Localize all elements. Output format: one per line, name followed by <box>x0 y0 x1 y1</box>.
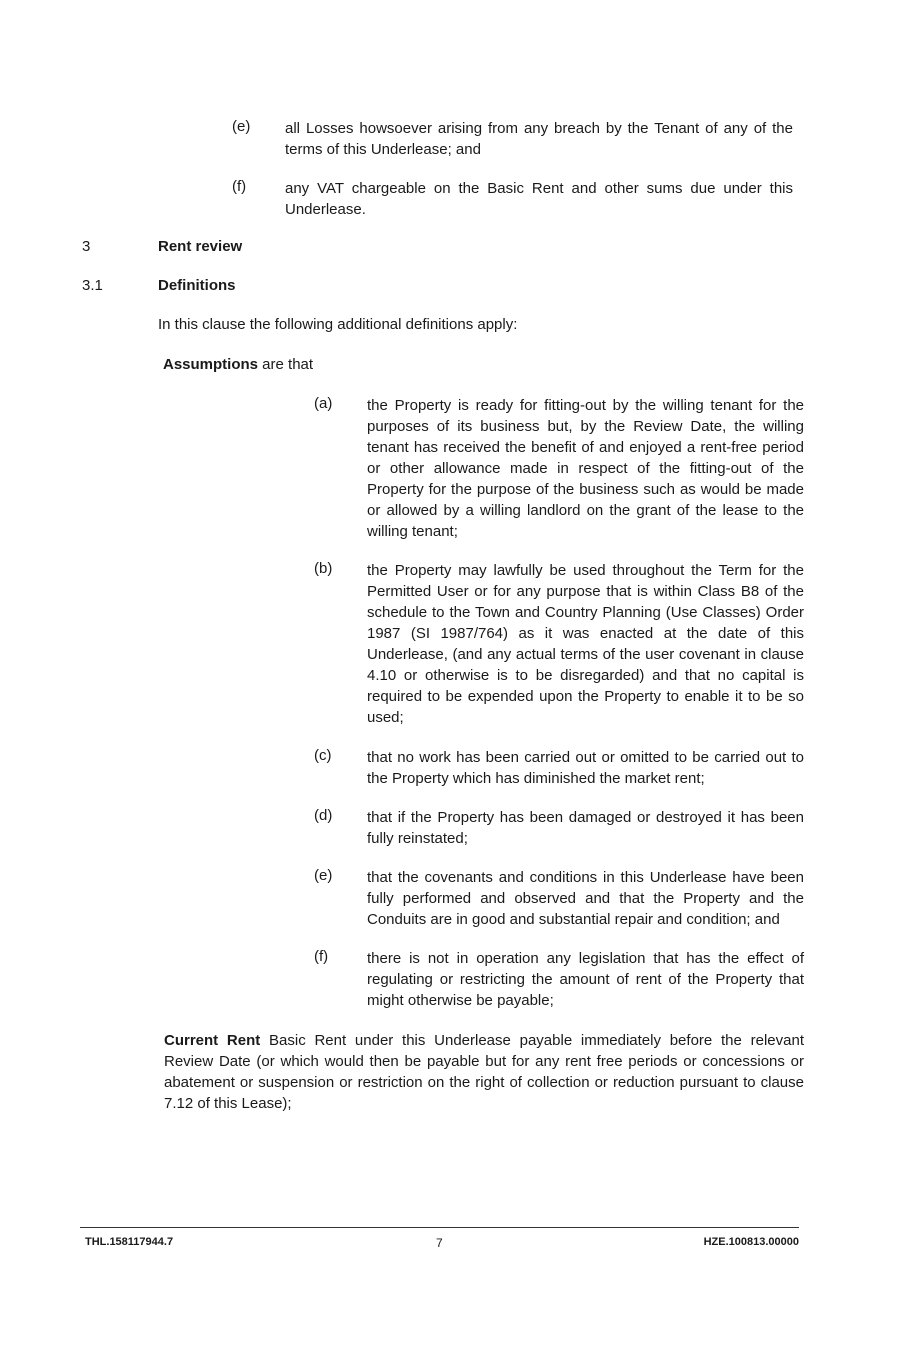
current-rent-definition <box>164 1030 804 1114</box>
list-item-text: all Losses howsoever arising from any breach by the Tenant of any of the terms of this Underlease; and <box>285 120 793 158</box>
list-label: (f) <box>314 948 329 965</box>
footer-rule <box>80 1227 799 1228</box>
subsection-number: 3.1 <box>82 277 103 294</box>
defined-term: Assumptions <box>163 356 259 373</box>
list-item-text: that no work has been carried out or omitted to be carried out to the Property which has diminished the market rent; <box>367 749 804 787</box>
definition-lead: are that <box>258 356 314 373</box>
section-title: Rent review <box>158 238 243 255</box>
assumptions-definition <box>163 356 313 373</box>
definition-text: Basic Rent under this Underlease payable immediately before the relevant Review Date (or which would then be payable but for any rent free periods or concessions or abatement or suspension or restriction on the right of collection or reduction pursuant to clause 7.12 of this Lease); <box>164 1032 804 1112</box>
footer-reference-right: HZE.100813.00000 <box>703 1236 799 1248</box>
list-label: (f) <box>232 178 247 195</box>
list-item-text: the Property may lawfully be used throughout the Term for the Permitted User or for any purpose that is within Class B8 of the schedule to the Town and Country Planning (Use Classes) Order 1987 (SI 1987/764) as it was enacted at the date of this Underlease, (and any actual terms of the user covenant in clause 4.10 or otherwise is to be disregarded) and that no capital is required to be expended upon the Property to enable it to be so used; <box>367 562 804 726</box>
footer-reference-left: THL.158117944.7 <box>85 1236 174 1248</box>
list-item-text: the Property is ready for fitting-out by the willing tenant for the purposes of its business but, by the Review Date, the willing tenant has received the benefit of and enjoyed a rent-free period or other allowance made in respect of the fitting-out of the Property for the purpose of the business such as would be made or allowed by a willing landlord on the grant of the lease to the willing tenant; <box>367 397 804 540</box>
list-label: (b) <box>314 560 333 577</box>
list-item-text: that if the Property has been damaged or destroyed it has been fully reinstated; <box>367 809 804 847</box>
list-item-text: that the covenants and conditions in this Underlease have been fully performed and observed and that the Property and the Conduits are in good and substantial repair and condition; and <box>367 869 804 928</box>
list-label: (e) <box>232 118 251 135</box>
defined-term: Current Rent <box>164 1032 261 1049</box>
list-item-text: any VAT chargeable on the Basic Rent and other sums due under this Underlease. <box>285 180 793 218</box>
subsection-title: Definitions <box>158 277 236 294</box>
list-label: (c) <box>314 747 332 764</box>
page-number: 7 <box>436 1236 443 1250</box>
list-label: (a) <box>314 395 333 412</box>
list-item-text: there is not in operation any legislation that has the effect of regulating or restricting the amount of rent of the Property that might otherwise be payable; <box>367 950 804 1009</box>
list-label: (e) <box>314 867 333 884</box>
section-number: 3 <box>82 238 91 255</box>
intro-paragraph: In this clause the following additional definitions apply: <box>158 316 518 333</box>
list-label: (d) <box>314 807 333 824</box>
